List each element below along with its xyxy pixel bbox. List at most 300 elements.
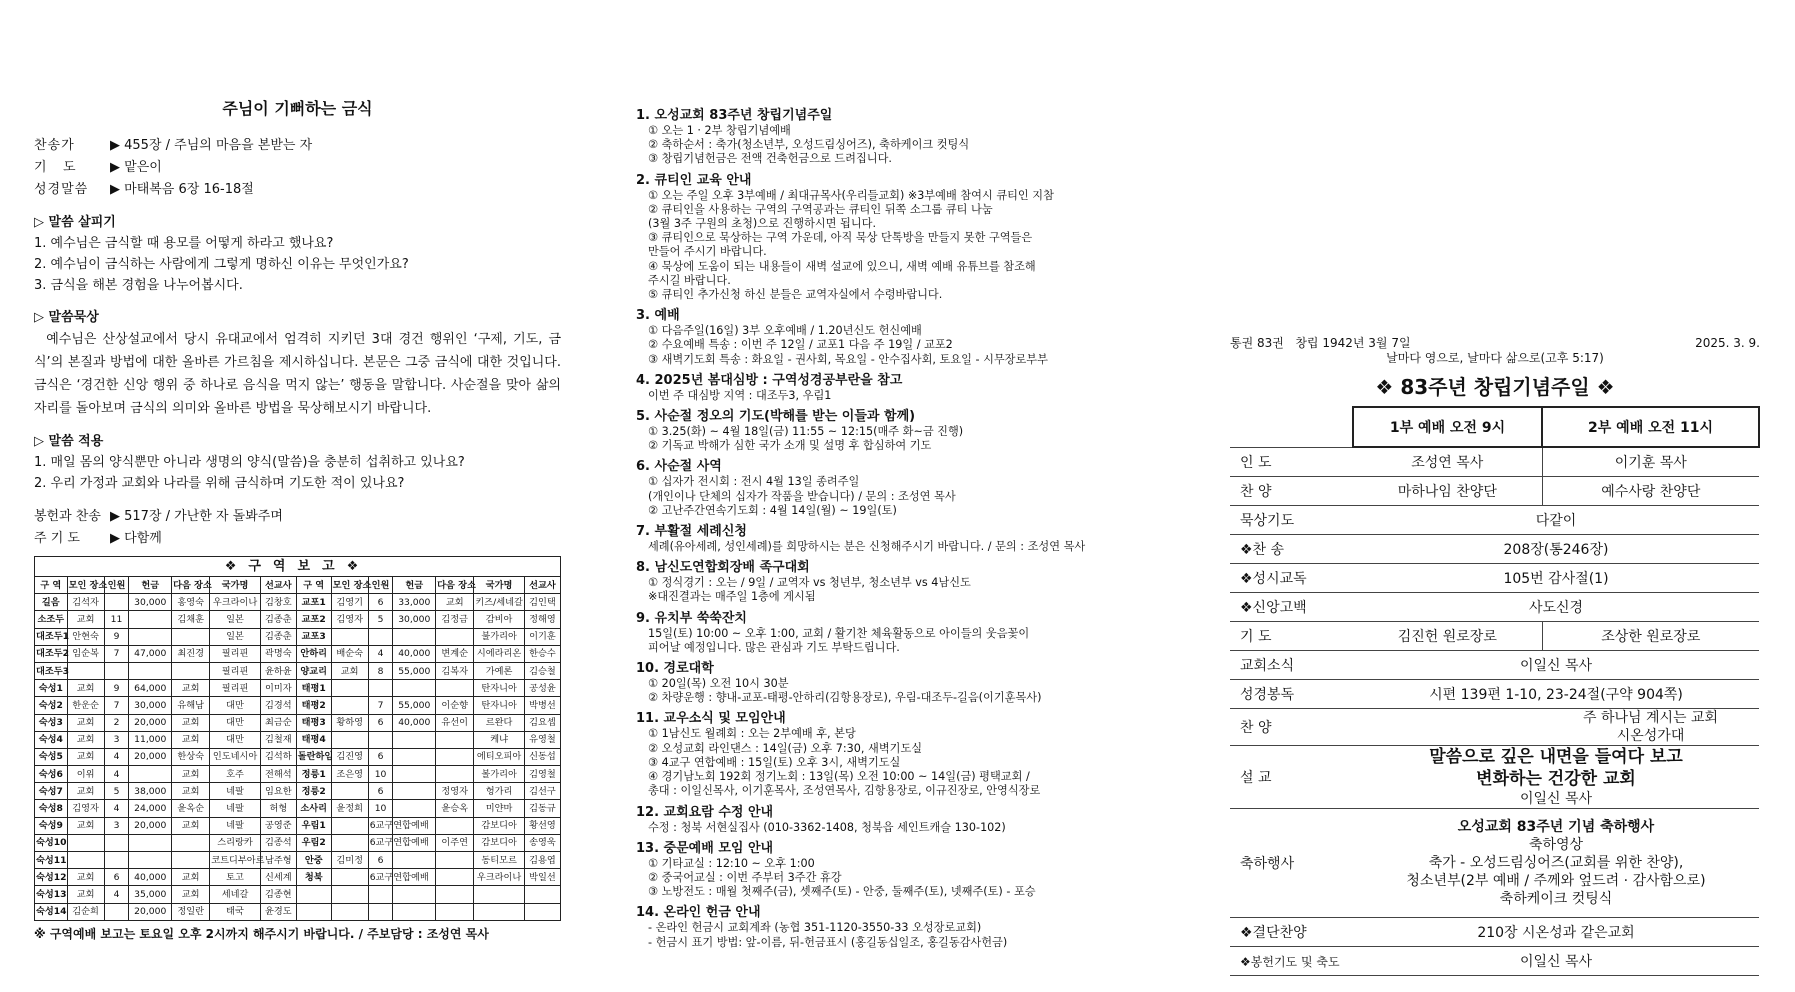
announcement-line: ② 오성교회 라인댄스 : 14일(금) 오후 7:30, 새벽기도실 [648,741,923,755]
table-cell: 4 [104,800,129,817]
table-cell: 정릉2 [296,783,331,800]
table-cell [331,731,368,748]
prayer-value: ▶ 맡은이 [110,160,162,175]
announcement-heading: 13. 중문예배 모임 안내 [636,840,774,856]
table-cell: 숙성14 [35,903,68,920]
table-cell [436,680,474,697]
table-cell [129,852,172,869]
table-cell: 30,000 [393,611,436,628]
table-cell: 김종춘 [260,611,296,628]
table-cell: 숙성7 [35,783,68,800]
table-cell [331,834,368,851]
table-cell: 신동섭 [524,748,560,765]
table-cell: 홍영숙 [172,594,210,611]
table-cell: 교회 [67,869,104,886]
table-header-cell: 헌금 [129,577,172,594]
table-cell: 불가리아 [474,628,525,645]
question-line: 3. 금식을 해본 경험을 나누어봅시다. [34,278,243,293]
table-header-row [35,577,561,594]
table-cell: 교회 [172,714,210,731]
announcements-column [636,108,1176,950]
table-cell: 교포3 [296,628,331,645]
church-motto: 날마다 영으로, 날마다 삶으로(고후 5:17) [1386,351,1604,365]
table-cell: 교회 [67,680,104,697]
table-row [35,594,561,611]
announcement-line: ③ 새벽기도회 특송 : 화요일 - 권사회, 목요일 - 안수집사회, 토요일 - 시무장로부부 [648,352,1048,366]
table-cell: 감보디아 [474,817,525,834]
announcement-heading: 11. 교우소식 및 모임안내 [636,711,786,727]
order-row: ❖결단찬양 210장 시온성과 같은교회 [1230,918,1759,947]
table-cell: 필리핀 [210,662,261,679]
announcement-line: 총대 : 이일신목사, 이기훈목사, 조성연목사, 김항용장로, 이규진장로, 안영식장로 [648,784,1041,798]
announcement-line: ① 오는 주일 오후 3부예배 / 최대규목사(우리들교회) ※3부예배 참여시 큐티인 지참 [648,188,1054,202]
table-cell [104,903,129,920]
table-cell: 김석자 [67,594,104,611]
table-cell: 9 [104,680,129,697]
table-cell: 네팔 [210,783,261,800]
table-cell: 33,000 [393,594,436,611]
prayer-label: 기 도 [34,160,77,175]
question-line: 1. 매일 몸의 양식뿐만 아니라 생명의 양식(말씀)을 충분히 섭취하고 있나요? [34,455,465,470]
table-cell: 시에라리온 [474,645,525,662]
table-cell: 6 [368,783,393,800]
table-cell: 교회 [67,748,104,765]
table-cell: 윤승옥 [436,800,474,817]
table-header-cell: 국가명 [210,577,261,594]
table-cell: 필리핀 [210,645,261,662]
table-cell: 교회 [331,662,368,679]
table-cell [368,731,393,748]
table-cell: 동티모르 [474,852,525,869]
table-cell: 55,000 [393,697,436,714]
table-cell: 한운순 [67,697,104,714]
table-cell: 안중 [296,852,331,869]
table-cell: 30,000 [129,697,172,714]
table-cell: 김영자 [67,800,104,817]
table-cell: 일본 [210,628,261,645]
table-cell: 교회 [67,817,104,834]
table-cell: 교회 [172,680,210,697]
announcement-line: ⑤ 큐티인 추가신청 하신 분들은 교역자실에서 수령바랍니다. [648,288,943,302]
table-cell: 20,000 [129,817,172,834]
table-cell [104,662,129,679]
table-cell: 숙성12 [35,869,68,886]
table-cell: 김철재 [260,731,296,748]
table-header-cell: 다음 장소 [172,577,210,594]
table-cell: 10 [368,766,393,783]
left-column [34,96,566,942]
order-row: 성경봉독 시편 139편 1-10, 23-24절(구약 904쪽) [1230,680,1759,709]
table-cell: 숙성10 [35,834,68,851]
scripture-label: 성경말씀 [34,182,89,197]
table-cell: 김순희 [67,903,104,920]
table-cell: 대조두1 [35,628,68,645]
prayer-row [34,157,561,179]
table-cell: 네팔 [210,817,261,834]
table-cell: 임요한 [260,783,296,800]
table-cell: 대만 [210,731,261,748]
table-cell: 윤하윤 [260,662,296,679]
table-cell: 허형 [260,800,296,817]
offering-value: ▶ 517장 / 가난한 자 돌봐주며 [110,509,283,524]
table-cell: 정영자 [436,783,474,800]
hymn-label: 찬송가 [34,138,75,153]
worship-title: ❖ 83주년 창립기념주일 ❖ [1375,375,1615,399]
announcement-line: ② 고난주간연속기도회 : 4월 14일(월) ~ 19일(토) [648,503,897,517]
table-cell: 6교구연합예배 [368,817,393,834]
table-cell: 우크라이나 [474,869,525,886]
offering-label: 봉헌과 찬송 [34,509,101,524]
table-cell: 7 [104,697,129,714]
table-cell: 김채훈 [172,611,210,628]
announcement-line: 만들어 주시기 바랍니다. [648,245,767,259]
table-cell: 교회 [67,714,104,731]
order-row: 찬 양 주 하나님 계시는 교회 시온성가대 [1230,709,1759,746]
table-header-cell: 선교사 [524,577,560,594]
announcement-line: 주시길 바랍니다. [648,273,731,287]
announcement-heading: 4. 2025년 봄대심방 : 구역성경공부란을 참고 [636,372,903,388]
table-row [35,697,561,714]
table-header-cell: 구 역 [35,577,68,594]
table-cell [436,766,474,783]
table-cell: 숙성11 [35,852,68,869]
announcement-line: ① 다음주일(16일) 3부 오후예배 / 1.20년신도 헌신예배 [648,324,922,338]
table-cell: 6 [368,714,393,731]
table-cell: 김석하 [260,748,296,765]
table-cell: 감보디아 [474,834,525,851]
announcement-line: ① 20일(목) 오전 10시 30분 [648,677,789,691]
table-header-cell: 구 역 [296,577,331,594]
announcement-line: ② 수요예배 특송 : 이번 주 12일 / 교포1 다음 주 19일 / 교포2 [648,338,953,352]
order-of-worship [1230,336,1760,976]
table-cell [67,852,104,869]
table-cell [393,903,436,920]
lords-prayer-row [34,528,561,550]
announcement-line: ① 기타교실 : 12:10 ~ 오후 1:00 [648,856,815,870]
table-cell [436,903,474,920]
table-cell: 교회 [67,611,104,628]
table-cell: 숙성4 [35,731,68,748]
table-cell: 청북 [296,869,331,886]
service-2: 2부 예배 오전 11시 [1542,407,1759,447]
table-cell [172,834,210,851]
table-cell: 40,000 [393,645,436,662]
table-cell: 교포2 [296,611,331,628]
table-header-cell: 모인 장소 [331,577,368,594]
table-cell: 토고 [210,869,261,886]
table-cell: 공영준 [260,817,296,834]
question-line: 1. 예수님은 금식할 때 용모를 어떻게 하라고 했나요? [34,236,334,251]
order-row: 인 도 조성연 목사 이기훈 목사 [1230,447,1759,477]
table-cell [172,662,210,679]
table-cell [524,886,560,903]
announcement-line: (개인이나 단체의 십자가 작품을 받습니다) / 문의 : 조성연 목사 [648,489,956,503]
table-row [35,645,561,662]
table-cell: 한상숙 [172,748,210,765]
announcement-line: ③ 큐티인으로 묵상하는 구역 가운데, 아직 묵상 단톡방을 만들지 못한 구역들은 [648,231,1033,245]
table-cell [368,903,393,920]
table-cell [393,766,436,783]
table-cell [296,886,331,903]
table-cell: 64,000 [129,680,172,697]
announcement-heading: 5. 사순절 정오의 기도(박해를 받는 이들과 함께) [636,409,916,425]
announcement-line: 세례(유아세례, 성인세례)를 희망하시는 분은 신청해주시기 바랍니다. / 문의 : 조성연 목사 [648,540,1086,554]
table-body [35,594,561,921]
table-cell [393,680,436,697]
announcement-line: ④ 경기남노회 192회 정기노회 : 13일(목) 오전 10:00 ~ 14일(금) 평택교회 / [648,770,1030,784]
table-cell: 박병선 [524,697,560,714]
table-cell: 변계순 [436,645,474,662]
announcement-line: ② 축하순서 : 축가(청소년부, 오성드림싱어즈), 축하케이크 컷팅식 [648,138,970,152]
hymn-row [34,135,561,157]
announcement-line: 수정 : 청북 서현실집사 (010-3362-1408, 청북읍 세인트캐슬 130-102) [648,820,1006,834]
table-cell: 임순복 [67,645,104,662]
announcement-line: ① 3.25(화) ~ 4월 18일(금) 11:55 ~ 12:15(매주 화~금 진행) [648,425,964,439]
order-row: ❖신앙고백 사도신경 [1230,593,1759,622]
table-cell [474,886,525,903]
table-cell: 최진경 [172,645,210,662]
table-cell [104,852,129,869]
table-cell: 안하리 [296,645,331,662]
announcement-line: ① 오는 1 · 2부 창립기념예배 [648,124,791,137]
table-cell: 40,000 [393,714,436,731]
table-cell [331,697,368,714]
table-cell: 유선이 [436,714,474,731]
hymn-value: ▶ 455장 / 주님의 마음을 본받는 자 [110,138,313,153]
table-cell [331,783,368,800]
table-cell: 김진영 [331,748,368,765]
table-cell: 태평4 [296,731,331,748]
announcement-line: 이번 주 대심방 지역 : 대조두3, 우림1 [648,388,832,402]
table-cell: 신세계 [260,869,296,886]
announcement-line: ③ 창립기념헌금은 전액 건축헌금으로 드려집니다. [648,152,892,166]
table-cell: 소사리 [296,800,331,817]
table-cell: 김선구 [524,783,560,800]
table-cell: 김영기 [331,594,368,611]
announcement-line: ② 중국어교실 : 이번 주부터 3주간 휴강 [648,870,842,884]
table-cell: 이위 [67,766,104,783]
table-cell: 송영욱 [524,834,560,851]
table-cell [436,852,474,869]
table-cell: 윤경도 [260,903,296,920]
table-cell [172,852,210,869]
celebration-row: 축하행사 오성교회 83주년 기념 축하행사 축하영상 축가 - 오성드림싱어즈(교회를 위한 찬양), 청소년부(2부 예배 / 주께와 엎드려 · 감사함으로) 축하케이크 컷팅식 [1230,809,1759,918]
section-heading: ▷ 말씀묵상 [34,310,99,325]
table-cell [436,869,474,886]
table-cell: 3 [104,817,129,834]
order-row: ❖성시교독 105번 감사절(1) [1230,564,1759,593]
table-row [35,903,561,920]
order-row: ❖봉헌기도 및 축도 이일신 목사 [1230,947,1759,976]
table-cell: 6 [104,869,129,886]
group-report-table [34,556,561,921]
announcement-line: ① 1남신도 월례회 : 오는 2부예배 후, 본당 [648,727,856,741]
table-row [35,714,561,731]
table-cell: 네팔 [210,800,261,817]
table-row [35,800,561,817]
table-cell: 교회 [172,817,210,834]
table-cell: 숙성5 [35,748,68,765]
table-cell: 박일선 [524,869,560,886]
table-cell: 에티오피아 [474,748,525,765]
table-cell [331,903,368,920]
table-cell: 4 [104,766,129,783]
table-header-cell: 선교사 [260,577,296,594]
table-cell [474,903,525,920]
table-cell: 황선영 [524,817,560,834]
table-row [35,628,561,645]
announcement-line: ※대진결과는 매주일 1층에 게시됨 [648,590,816,604]
table-cell: 20,000 [129,748,172,765]
table-cell [172,628,210,645]
table-cell: 유해남 [172,697,210,714]
sermon-row: 설 교 말씀으로 깊은 내면을 들여다 보고 변화하는 건강한 교회 이일신 목사 [1230,746,1759,809]
service-header-row [1230,407,1759,447]
table-cell: 숙성13 [35,886,68,903]
table-cell: 우크라이나 [210,594,261,611]
table-cell: 11 [104,611,129,628]
table-cell: 김동규 [524,800,560,817]
announcement-line: ② 차량운행 : 향내-교포-태평-안하리(김항용장로), 우림-대조두-길음(이기훈목사) [648,691,1042,705]
table-cell: 교회 [436,594,474,611]
table-cell: 11,000 [129,731,172,748]
table-cell [436,748,474,765]
table-cell: 감비아 [474,611,525,628]
table-row [35,852,561,869]
table-cell: 9 [104,628,129,645]
table-cell: 30,000 [129,594,172,611]
announcement-line: ① 십자가 전시회 : 전시 4월 13일 종려주일 [648,475,860,489]
table-cell: 숙성3 [35,714,68,731]
announcement-heading: 9. 유치부 쑥쑥잔치 [636,610,747,626]
announcement-heading: 2. 큐티인 교육 안내 [636,172,752,188]
table-cell [129,611,172,628]
table-cell: 6교구연합예배 [368,869,393,886]
offering-row [34,506,561,528]
table-cell: 교회 [172,869,210,886]
table-cell: 대조두3 [35,662,68,679]
order-row: 교회소식 이일신 목사 [1230,651,1759,680]
announcement-line: 15일(토) 10:00 ~ 오후 1:00, 교회 / 활기찬 체육활동으로 아이들의 웃음꽃이 [648,626,1030,640]
table-cell [331,869,368,886]
announcement-heading: 12. 교회요람 수정 안내 [636,804,774,820]
table-cell [368,886,393,903]
table-title: ❖구역보고❖ [35,557,561,577]
announcement-line: (3월 3주 구원의 초청)으로 진행하시면 됩니다. [648,217,877,231]
table-cell: 20,000 [129,714,172,731]
table-cell: 태평3 [296,714,331,731]
table-cell: 8 [368,662,393,679]
table-cell: 24,000 [129,800,172,817]
table-cell: 6교구연합예배 [368,834,393,851]
table-cell: 탄자니아 [474,697,525,714]
announcement-heading: 14. 온라인 헌금 안내 [636,905,761,921]
table-cell: 우림2 [296,834,331,851]
table-cell: 교회 [67,886,104,903]
table-cell: 2 [104,714,129,731]
table-cell: 4 [104,748,129,765]
announcement-line: ④ 묵상에 도움이 되는 내용들이 새벽 설교에 있으니, 새벽 예배 유튜브를 참조해 [648,259,1036,273]
table-cell: 김인택 [524,594,560,611]
table-header-cell: 인원 [368,577,393,594]
table-cell: 교포1 [296,594,331,611]
table-header-cell: 다음 장소 [436,577,474,594]
table-cell: 볼가리아 [474,766,525,783]
table-cell: 4 [104,886,129,903]
table-row [35,886,561,903]
table-header-cell: 인원 [104,577,129,594]
table-cell: 김정금 [436,611,474,628]
table-cell: 키즈/세네갈 [474,594,525,611]
table-cell: 길음 [35,594,68,611]
table-cell: 4 [368,645,393,662]
table-cell: 교회 [172,731,210,748]
table-cell: 47,000 [129,645,172,662]
table-cell [368,628,393,645]
table-cell: 필리핀 [210,680,261,697]
table-cell [393,852,436,869]
table-row [35,766,561,783]
scripture-row [34,179,561,201]
table-cell: 배순숙 [331,645,368,662]
table-cell: 르완다 [474,714,525,731]
announcement-line: 피어날 예정입니다. 많은 관심과 기도 부탁드립니다. [648,640,900,654]
table-cell: 김승철 [524,662,560,679]
table-row [35,680,561,697]
table-cell [524,903,560,920]
announcement-line: - 헌금시 표기 방법: 앞-이름, 뒤-헌금표시 (홍길동십일조, 홍길동감사헌금) [648,935,1008,949]
table-cell [393,783,436,800]
table-cell: 유영철 [524,731,560,748]
table-cell [436,731,474,748]
order-row: 묵상기도 다같이 [1230,506,1759,535]
lords-prayer-label: 주 기 도 [34,531,80,546]
announcement-heading: 7. 부활절 세례신청 [636,524,747,540]
question-line: 2. 우리 가정과 교회와 나라를 위해 금식하며 기도한 적이 있나요? [34,476,405,491]
table-cell: 케냐 [474,731,525,748]
table-cell [129,834,172,851]
table-cell: 숙성6 [35,766,68,783]
table-cell: 황하영 [331,714,368,731]
worship-order-table [1230,406,1760,976]
table-cell: 정해영 [524,611,560,628]
table-cell: 6 [368,748,393,765]
table-row [35,662,561,679]
service-1: 1부 예배 오전 9시 [1353,407,1542,447]
table-cell [436,886,474,903]
table-cell: 세네갈 [210,886,261,903]
table-cell: 김요셉 [524,714,560,731]
table-header-cell: 모인 장소 [67,577,104,594]
table-cell: 코트디부아르 [210,852,261,869]
table-cell: 김창호 [260,594,296,611]
table-cell: 이미자 [260,680,296,697]
table-cell [331,886,368,903]
order-row: 기 도 김진헌 원로장로 조상한 원로장로 [1230,622,1759,651]
lords-prayer-value: ▶ 다함께 [110,531,162,546]
table-cell [331,680,368,697]
bulletin-header [1230,336,1760,351]
table-cell: 교회 [172,783,210,800]
table-cell: 숙성9 [35,817,68,834]
page-title: 주님이 기뻐하는 금식 [222,99,373,118]
table-row [35,731,561,748]
table-header-cell: 헌금 [393,577,436,594]
table-cell: 55,000 [393,662,436,679]
table-cell: 태국 [210,903,261,920]
table-cell: 정릉1 [296,766,331,783]
table-cell: 전해석 [260,766,296,783]
